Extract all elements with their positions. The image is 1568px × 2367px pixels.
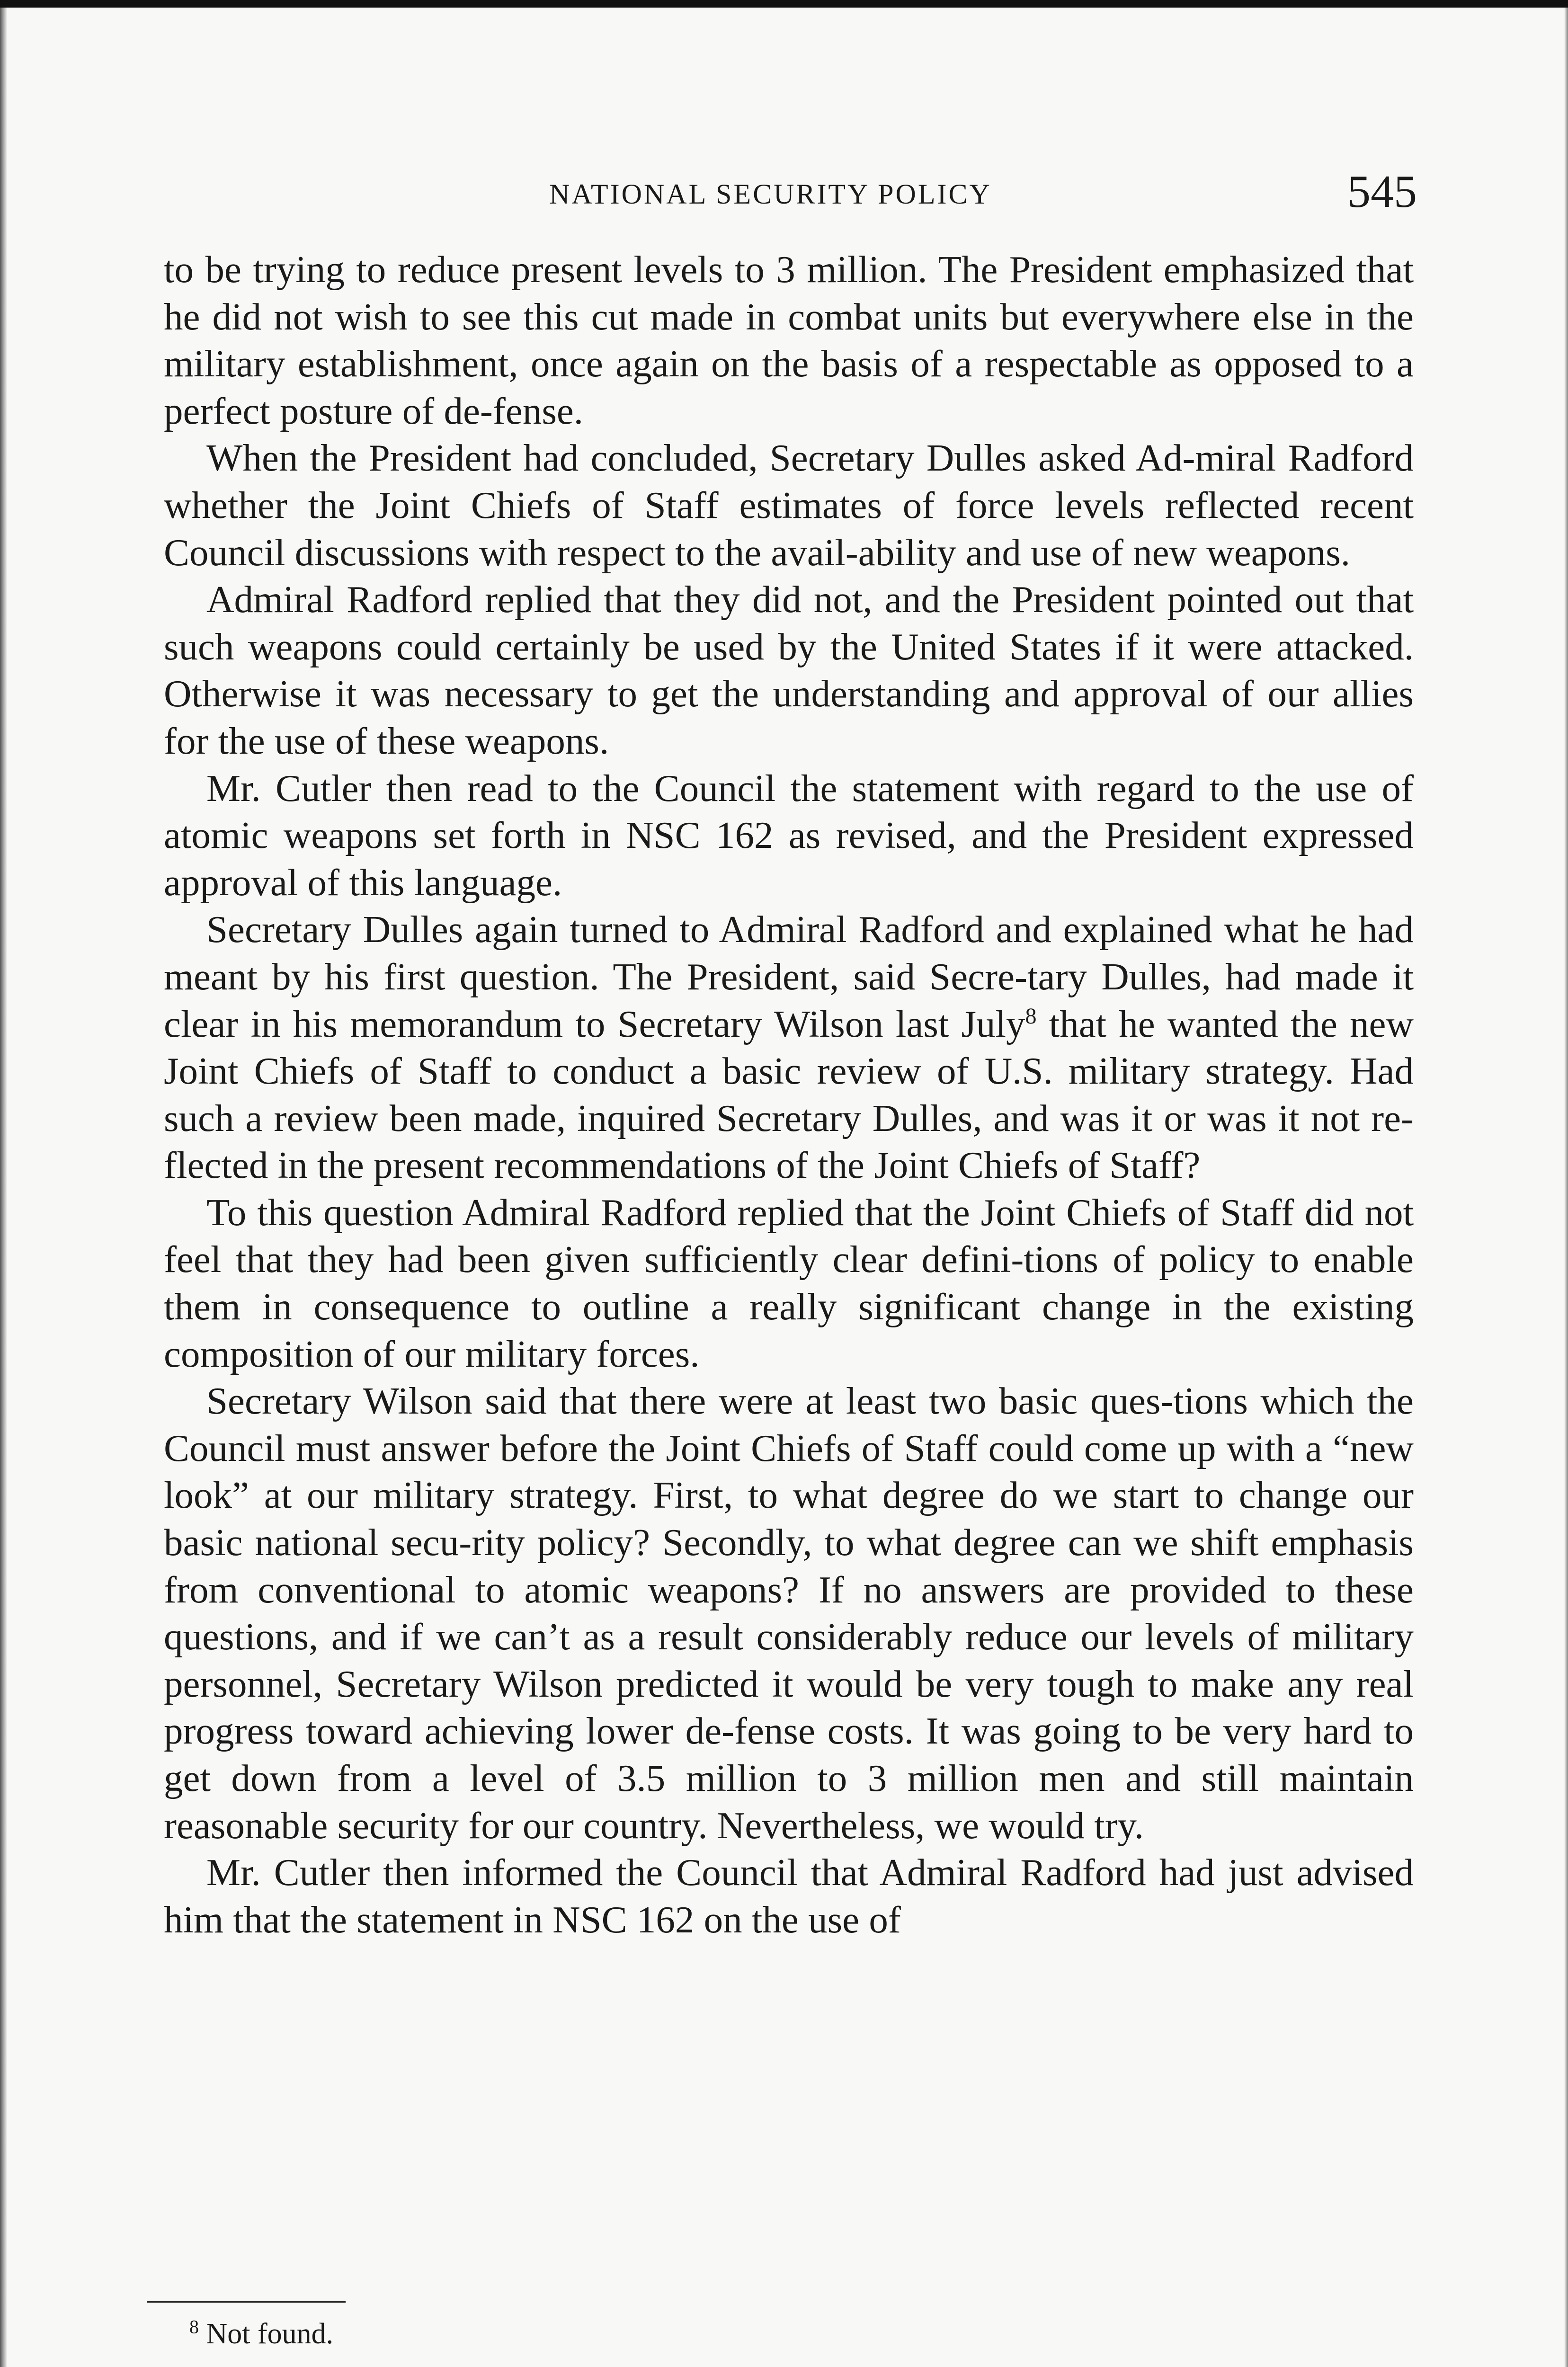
scan-right-edge <box>1564 8 1568 2367</box>
footnote-mark: 8 <box>189 2316 199 2338</box>
paragraph-4: Mr. Cutler then read to the Council the statement with regard to the use of atomic weapons set forth in NSC 162 as revised, and the President expressed approval of this language. <box>164 766 1414 904</box>
paragraph-5-part-b: that he wanted the new Joint Chiefs of Staff to conduct a basic review of U.S. military strategy. Had such a review been made, inquired Secretary Dulles, and was it or was it not re-flected in the present recommendations of the Joint Chiefs of Staff? <box>164 1002 1414 1187</box>
paragraph-7: Secretary Wilson said that there were at least two basic ques-tions which the Council must answer before the Joint Chiefs of Staff could come up with a “new look” at our military strategy. First, to what degree do we start to change our basic national secu-rity policy? Secondly, to what degree can we shift emphasis from conventional to atomic weapons? If no answers are provided to these questions, and if we can’t as a result considerably reduce our levels of military personnel, Secretary Wilson predicted it would be very tough to make any real progress toward achieving lower de-fense costs. It was going to be very hard to get down from a level of 3.5 million to 3 million men and still maintain reasonable security for our country. Nevertheless, we would try. <box>164 1379 1414 1847</box>
footnote <box>189 2315 333 2353</box>
paragraph-8: Mr. Cutler then informed the Council that Admiral Radford had just advised him that the statement in NSC 162 on the use of <box>164 1851 1414 1941</box>
paragraph-2: When the President had concluded, Secretary Dulles asked Ad-miral Radford whether the Joint Chiefs of Staff estimates of force levels reflected recent Council discussions with respect to the avail-ability and use of new weapons. <box>164 436 1414 574</box>
scan-top-edge <box>0 0 1568 8</box>
running-head: NATIONAL SECURITY POLICY <box>549 178 992 210</box>
paragraph-3: Admiral Radford replied that they did not, and the President pointed out that such weapons could certainly be used by the United States if it were attacked. Otherwise it was necessary to get the understanding and approval of our allies for the use of these weapons. <box>164 578 1414 762</box>
footnote-reference: 8 <box>1025 1003 1037 1029</box>
paragraph-6: To this question Admiral Radford replied that the Joint Chiefs of Staff did not feel that they had been given sufficiently clear defini-tions of policy to enable them in consequence to outline a really significant change in the existing composition of our military forces. <box>164 1191 1414 1375</box>
paragraph-5-part-a: Secretary Dulles again turned to Admiral Radford and explained what he had meant by his first question. The President, said Secre-tary Dulles, had made it clear in his memorandum to Secretary Wilson last July <box>164 908 1414 1045</box>
footnote-text: Not found. <box>206 2318 334 2350</box>
paragraph-1: to be trying to reduce present levels to 3 million. The President emphasized that he did not wish to see this cut made in combat units but everywhere else in the military establishment, once again on the basis of a respectable as opposed to a perfect posture of de-fense. <box>164 248 1414 432</box>
footnote-rule <box>147 2301 346 2303</box>
paragraph-5 <box>164 906 1414 1189</box>
page-number: 545 <box>1347 166 1417 217</box>
body-text <box>164 246 1414 1943</box>
scan-left-edge <box>0 8 7 2367</box>
